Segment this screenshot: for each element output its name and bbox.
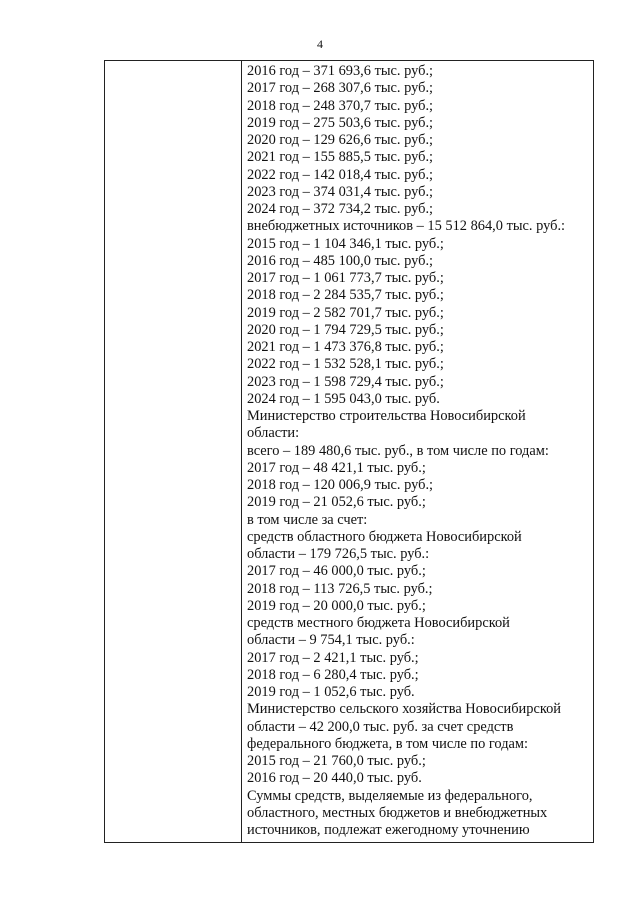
table-left-cell — [105, 61, 241, 842]
text-line: 2017 год – 2 421,1 тыс. руб.; — [247, 649, 419, 666]
text-line: 2015 год – 1 104 346,1 тыс. руб.; — [247, 235, 444, 252]
text-line: 2019 год – 21 052,6 тыс. руб.; — [247, 494, 426, 511]
text-line: 2016 год – 20 440,0 тыс. руб. — [247, 770, 422, 787]
text-line: 2021 год – 1 473 376,8 тыс. руб.; — [247, 339, 444, 355]
text-line: 2019 год – 20 000,0 тыс. руб.; — [247, 597, 426, 614]
table-right-cell — [247, 63, 589, 842]
text-line: области – 9 754,1 тыс. руб.: — [247, 632, 415, 649]
text-line: 2023 год – 1 598 729,4 тыс. руб.; — [247, 373, 444, 390]
text-line: 2017 год – 46 000,0 тыс. руб.; — [247, 563, 426, 580]
text-line: источников, подлежат ежегодному уточнению — [247, 822, 530, 838]
text-line: в том числе за счет: — [247, 511, 368, 528]
text-line: 2015 год – 21 760,0 тыс. руб.; — [247, 753, 426, 769]
text-line: 2017 год – 1 061 773,7 тыс. руб.; — [247, 270, 444, 286]
text-line: 2016 год – 485 100,0 тыс. руб.; — [247, 252, 434, 269]
text-line: 2018 год – 113 726,5 тыс. руб.; — [247, 580, 433, 597]
text-line: 2018 год – 248 370,7 тыс. руб.; — [247, 97, 434, 114]
text-line: 2019 год – 1 052,6 тыс. руб. — [247, 684, 415, 700]
text-line: 2019 год – 275 503,6 тыс. руб.; — [247, 114, 434, 131]
text-line: 2021 год – 155 885,5 тыс. руб.; — [247, 149, 434, 166]
text-line: Министерство сельского хозяйства Новосибирской — [247, 701, 561, 718]
document-table — [104, 60, 594, 843]
text-line: 2018 год – 6 280,4 тыс. руб.; — [247, 666, 419, 683]
page-number: 4 — [317, 37, 323, 51]
text-line: 2020 год – 1 794 729,5 тыс. руб.; — [247, 321, 444, 338]
text-line: 2020 год – 129 626,6 тыс. руб.; — [247, 132, 434, 148]
text-line: всего – 189 480,6 тыс. руб., в том числе по годам: — [247, 442, 549, 459]
text-line: области – 179 726,5 тыс. руб.: — [247, 546, 430, 562]
text-line: 2018 год – 2 284 535,7 тыс. руб.; — [247, 287, 444, 304]
column-divider — [241, 61, 242, 842]
text-line: 2017 год – 268 307,6 тыс. руб.; — [247, 80, 434, 97]
text-line: 2024 год – 1 595 043,0 тыс. руб. — [247, 390, 440, 407]
text-line: внебюджетных источников – 15 512 864,0 тыс. руб.: — [247, 218, 566, 235]
text-line: областного, местных бюджетов и внебюджетных — [247, 804, 548, 821]
text-line: средств областного бюджета Новосибирской — [247, 528, 522, 545]
text-line: 2024 год – 372 734,2 тыс. руб.; — [247, 201, 434, 217]
text-line: 2018 год – 120 006,9 тыс. руб.; — [247, 477, 434, 493]
text-line: 2022 год – 142 018,4 тыс. руб.; — [247, 166, 434, 183]
text-line: 2022 год – 1 532 528,1 тыс. руб.; — [247, 356, 444, 373]
text-line: 2019 год – 2 582 701,7 тыс. руб.; — [247, 304, 444, 321]
text-line: Суммы средств, выделяемые из федерального, — [247, 787, 533, 804]
text-line: средств местного бюджета Новосибирской — [247, 615, 510, 631]
text-line: области: — [247, 425, 300, 442]
text-line: федерального бюджета, в том числе по годам: — [247, 735, 529, 752]
text-line: 2017 год – 48 421,1 тыс. руб.; — [247, 459, 426, 476]
text-line: 2016 год – 371 693,6 тыс. руб.; — [247, 63, 434, 79]
text-line: 2023 год – 374 031,4 тыс. руб.; — [247, 183, 434, 200]
text-line: Министерство строительства Новосибирской — [247, 408, 526, 424]
text-line: области – 42 200,0 тыс. руб. за счет средств — [247, 718, 514, 735]
